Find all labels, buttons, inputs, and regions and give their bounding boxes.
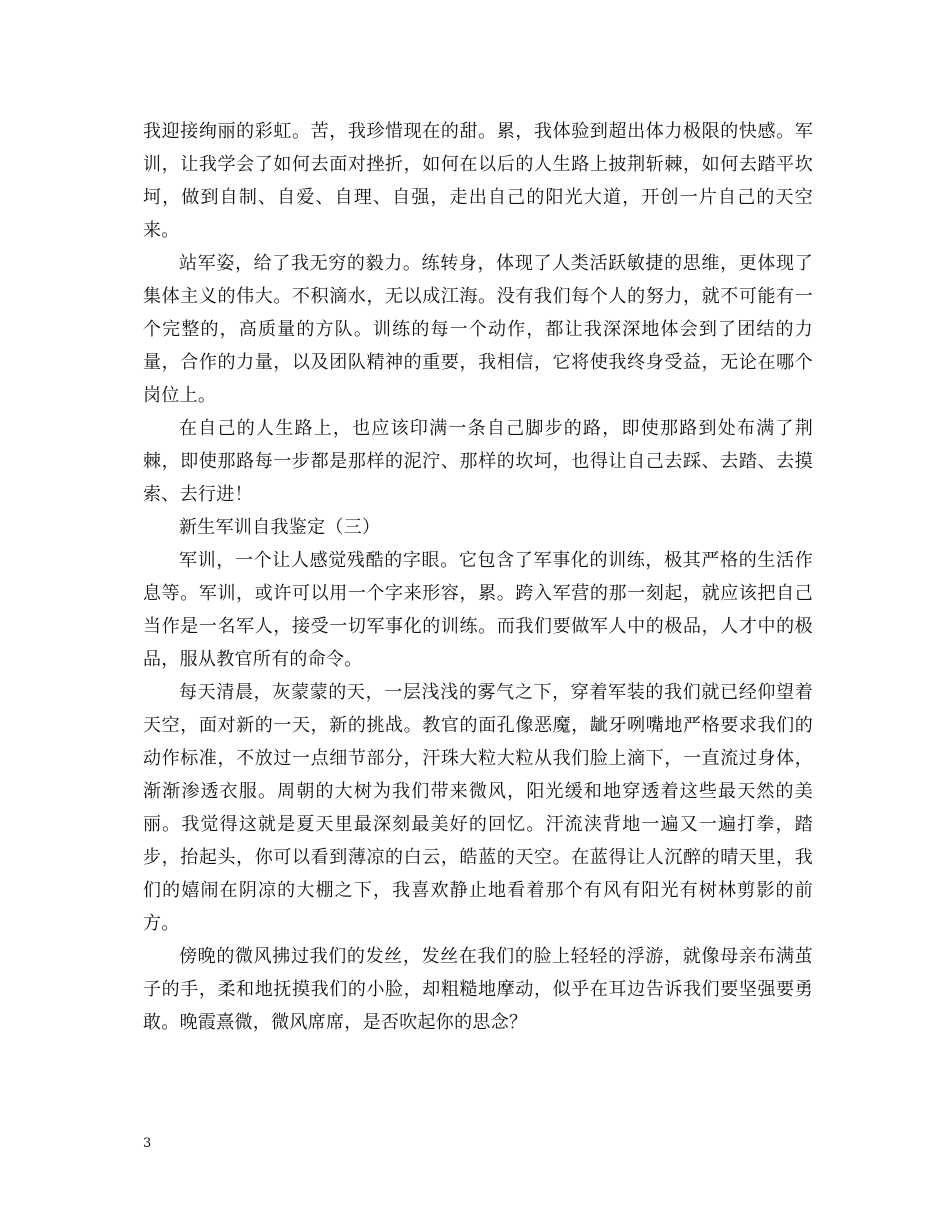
page-number: 3 xyxy=(143,1136,152,1151)
document-body xyxy=(143,115,813,1039)
paragraph: 军训，一个让人感觉残酷的字眼。它包含了军事化的训练，极其严格的生活作息等。军训，或许可以用一个字来形容，累。跨入军营的那一刻起，就应该把自己当作是一名军人，接受一切军事化的训练。而我们要做军人中的极品，人才中的极品，服从教官所有的命令。 xyxy=(143,550,813,670)
section-heading: 新生军训自我鉴定（三） xyxy=(179,517,381,538)
paragraph-continuation: 我迎接绚丽的彩虹。苦，我珍惜现在的甜。累，我体验到超出体力极限的快感。军训，让我学会了如何去面对挫折，如何在以后的人生路上披荆斩棘，如何去踏平坎坷，做到自制、自爱、自理、自强，走出自己的阳光大道，开创一片自己的天空来。 xyxy=(143,121,813,241)
paragraph: 每天清晨，灰蒙蒙的天，一层浅浅的雾气之下，穿着军装的我们就已经仰望着天空，面对新的一天，新的挑战。教官的面孔像恶魔，龇牙咧嘴地严格要求我们的动作标准，不放过一点细节部分，汗珠大粒大粒从我们脸上滴下，一直流过身体，渐渐渗透衣服。周朝的大树为我们带来微风，阳光缓和地穿透着这些最天然的美丽。我觉得这就是夏天里最深刻最美好的回忆。汗流浃背地一遍又一遍打拳，踏步，抬起头，你可以看到薄凉的白云，皓蓝的天空。在蓝得让人沉醉的晴天里，我们的嬉闹在阴凉的大棚之下，我喜欢静止地看着那个有风有阳光有树林剪影的前方。 xyxy=(143,682,813,934)
paragraph: 站军姿，给了我无穷的毅力。练转身，体现了人类活跃敏捷的思维，更体现了集体主义的伟大。不积滴水，无以成江海。没有我们每个人的努力，就不可能有一个完整的，高质量的方队。训练的每一个动作，都让我深深地体会到了团结的力量，合作的力量，以及团队精神的重要，我相信，它将使我终身受益，无论在哪个岗位上。 xyxy=(143,253,813,406)
paragraph: 在自己的人生路上，也应该印满一条自己脚步的路，即使那路到处布满了荆棘，即使那路每一步都是那样的泥泞、那样的坎坷，也得让自己去踩、去踏、去摸索、去行进！ xyxy=(143,418,813,505)
paragraph: 傍晚的微风拂过我们的发丝，发丝在我们的脸上轻轻的浮游，就像母亲布满茧子的手，柔和地抚摸我们的小脸，却粗糙地摩动，似乎在耳边告诉我们要坚强要勇敢。晚霞熹微，微风席席，是否吹起你的思念？ xyxy=(143,946,813,1033)
